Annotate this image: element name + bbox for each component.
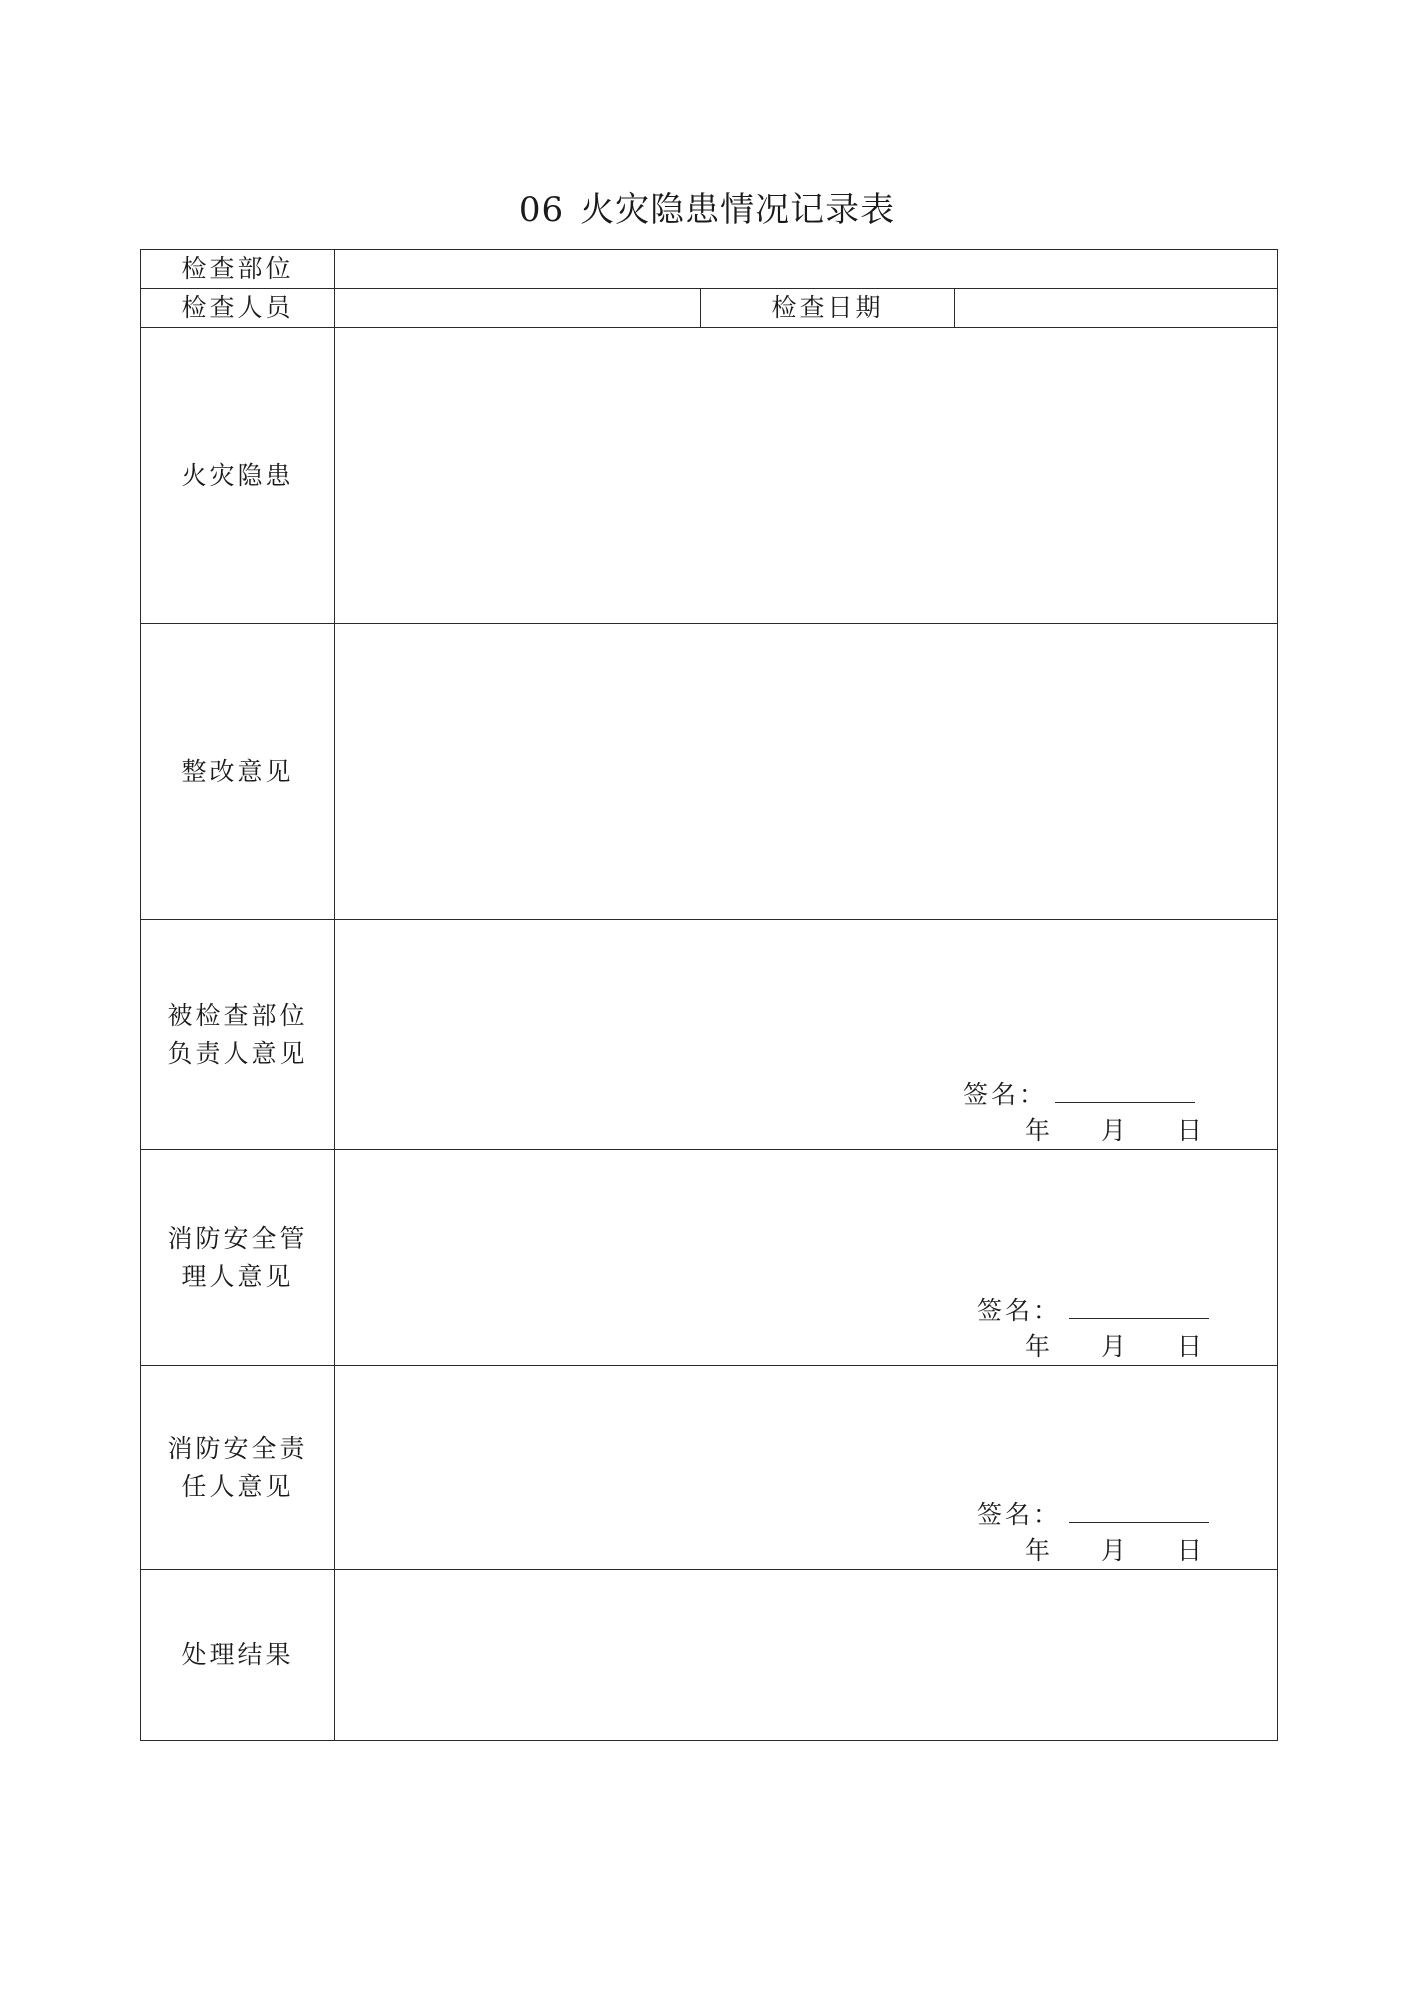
signature-line[interactable] <box>1069 1298 1209 1319</box>
date-year: 年 <box>1024 1116 1053 1145</box>
field-inspector[interactable] <box>335 289 701 328</box>
field-result[interactable] <box>335 1570 1278 1741</box>
date-day: 日 <box>1177 1116 1206 1145</box>
date-year: 年 <box>1024 1332 1053 1361</box>
label-result: 处理结果 <box>141 1570 335 1741</box>
signature-line[interactable] <box>1069 1502 1209 1523</box>
signature-line[interactable] <box>1055 1082 1195 1103</box>
label-dept-head-line2: 负责人意见 <box>167 1038 308 1068</box>
row-inspector-date <box>141 289 1278 328</box>
label-safety-responsible-line1: 消防安全责 <box>167 1433 308 1463</box>
row-inspection-location <box>141 250 1278 289</box>
form-title <box>0 180 1414 240</box>
signature-label: 签名： <box>963 1080 1048 1109</box>
form-title-text: 火灾隐患情况记录表 <box>580 190 896 230</box>
label-dept-head-line1: 被检查部位 <box>167 1000 308 1030</box>
label-safety-responsible-opinion <box>141 1366 335 1570</box>
field-inspection-date[interactable] <box>955 289 1278 328</box>
hazard-record-table <box>140 249 1278 1741</box>
form-number: 06 <box>518 190 565 230</box>
field-dept-head-opinion[interactable] <box>335 920 1278 1150</box>
date-month: 月 <box>1100 1332 1129 1361</box>
field-safety-manager-opinion[interactable] <box>335 1150 1278 1366</box>
signature-label: 签名： <box>977 1296 1062 1325</box>
date-month: 月 <box>1100 1536 1129 1565</box>
signature-dept-head <box>963 1075 1195 1111</box>
row-dept-head-opinion <box>141 920 1278 1150</box>
date-year: 年 <box>1024 1536 1053 1565</box>
field-fire-hazard[interactable] <box>335 328 1278 624</box>
label-safety-manager-line2: 理人意见 <box>181 1261 294 1291</box>
row-fire-hazard <box>141 328 1278 624</box>
label-rectification: 整改意见 <box>141 624 335 920</box>
label-safety-manager-line1: 消防安全管 <box>167 1223 308 1253</box>
signature-safety-responsible <box>977 1495 1209 1531</box>
row-result <box>141 1570 1278 1741</box>
signature-label: 签名： <box>977 1500 1062 1529</box>
field-inspection-location[interactable] <box>335 250 1278 289</box>
label-inspection-date: 检查日期 <box>701 289 955 328</box>
row-safety-manager-opinion <box>141 1150 1278 1366</box>
label-inspection-location: 检查部位 <box>141 250 335 289</box>
date-safety-manager <box>1025 1327 1205 1363</box>
field-safety-responsible-opinion[interactable] <box>335 1366 1278 1570</box>
label-safety-manager-opinion <box>141 1150 335 1366</box>
date-month: 月 <box>1100 1116 1129 1145</box>
signature-safety-manager <box>977 1291 1209 1327</box>
row-safety-responsible-opinion <box>141 1366 1278 1570</box>
date-dept-head <box>1025 1111 1205 1147</box>
field-rectification[interactable] <box>335 624 1278 920</box>
date-day: 日 <box>1177 1536 1206 1565</box>
date-day: 日 <box>1177 1332 1206 1361</box>
label-inspector: 检查人员 <box>141 289 335 328</box>
label-safety-responsible-line2: 任人意见 <box>181 1471 294 1501</box>
row-rectification <box>141 624 1278 920</box>
date-safety-responsible <box>1025 1531 1205 1567</box>
label-dept-head-opinion <box>141 920 335 1150</box>
label-fire-hazard: 火灾隐患 <box>141 328 335 624</box>
